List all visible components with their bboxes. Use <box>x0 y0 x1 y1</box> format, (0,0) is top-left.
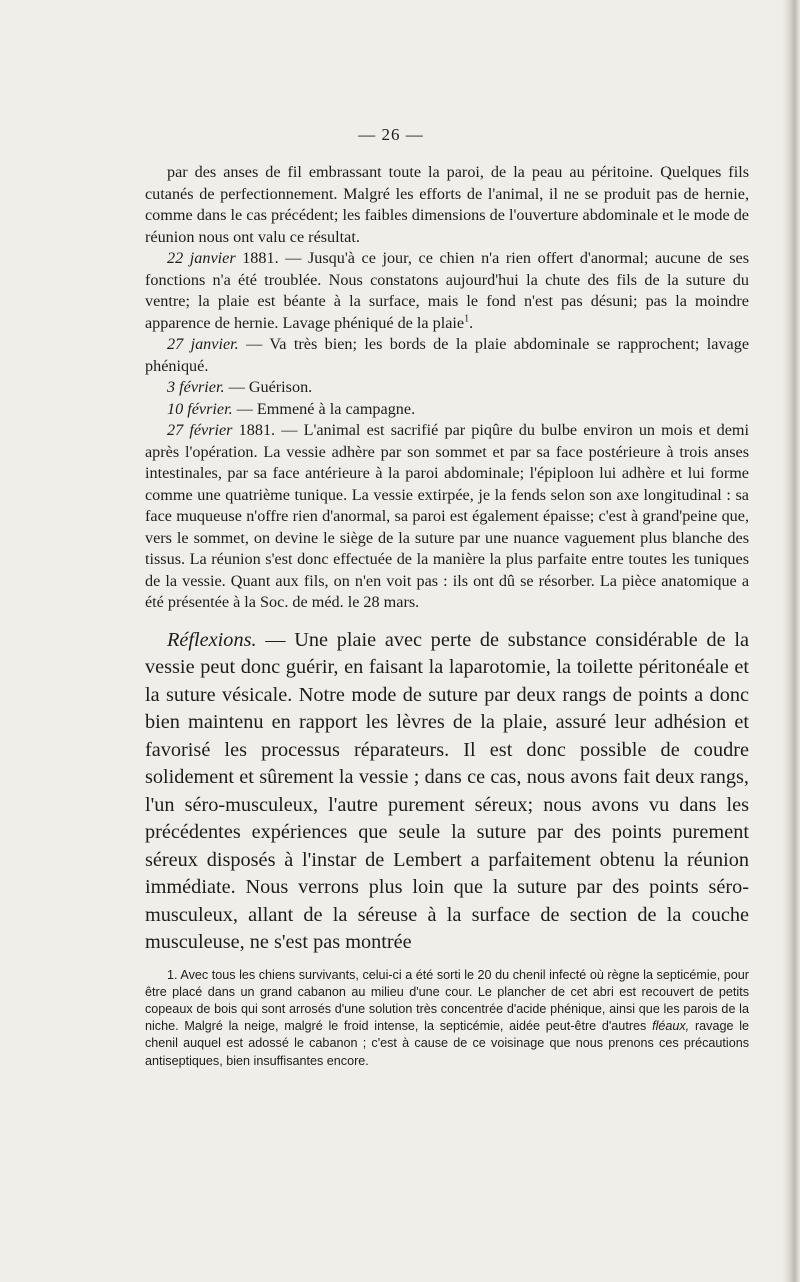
paragraph-text: 1881. — Jusqu'à ce jour, ce chien n'a rien offert d'anormal; aucune de ses fonctions n'a été troublée. Nous constatons aujourd'hui la chute des fils de la suture du ventre; la plaie est béante à la surface, mais le fond n'est pas désuni; pas la moindre apparence de hernie. Lavage phéniqué de la plaie <box>145 249 749 332</box>
body-text <box>145 162 749 1070</box>
paragraph-continuation <box>145 162 749 248</box>
date-label: 3 février. <box>167 378 225 396</box>
paragraph-10-fevrier <box>145 399 749 421</box>
paragraph-3-fevrier <box>145 377 749 399</box>
paragraph-text: — Va très bien; les bords de la plaie abdominale se rapprochent; lavage phéniqué. <box>145 335 750 375</box>
paragraph-27-fevrier <box>145 420 749 614</box>
paragraph-22-janvier <box>145 248 749 334</box>
paragraph-27-janvier <box>145 334 749 377</box>
book-page-edge <box>782 0 800 1282</box>
reflexions-paragraph <box>145 627 749 957</box>
paragraph-tail: . <box>469 313 474 332</box>
footnote-text-continued: ravage le chenil auquel est adossé le cabanon ; c'est à cause de ce voisinage que nous prenons ces précautions antiseptiques, bien insuffisantes encore. <box>145 1019 750 1068</box>
date-label: 27 février <box>167 421 233 439</box>
date-label: 10 février. <box>167 399 233 418</box>
reflexions-text: — Une plaie avec perte de substance considérable de la vessie peut donc guérir, en faisant la laparotomie, la toilette péritonéale et la suture vésicale. Notre mode de suture par deux rangs de points a donc bien maintenu en rapport les lèvres de la plaie, assuré leur adhésion et favorisé les processus réparateurs. Il est donc possible de coudre solidement et sûrement la vessie ; dans ce cas, nous avons fait deux rangs, l'un séro-musculeux, l'autre purement séreux; nous avons vu dans les précédentes expériences que seule la suture par des points purement séreux disposés à l'instar de Lembert a parfaitement obtenu la réunion immédiate. Nous verrons plus loin que la suture par des points séro-musculeux, allant de la séreuse à la surface de section de la couche musculeuse, ne s'est pas montrée <box>145 628 749 953</box>
paragraph-text: par des anses de fil embrassant toute la paroi, de la peau au péritoine. Quelques fils cutanés de perfectionnement. Malgré les efforts de l'animal, il ne se produit pas de hernie, comme dans le cas précédent; les faibles dimensions de l'ouverture abdominale et le mode de réunion nous ont valu ce résultat. <box>145 163 749 246</box>
footnote-italic-word: fléaux, <box>652 1019 690 1034</box>
footnote-reference: 1 <box>464 313 470 325</box>
paragraph-text: — Guérison. <box>228 378 313 396</box>
paragraph-text: 1881. — L'animal est sacrifié par piqûre du bulbe environ un mois et demi après l'opération. La vessie adhère par son sommet et par sa face postérieure à trois anses intestinales, par sa face antérieure à la paroi abdominale; l'épiploon lui adhère et lui forme comme une quatrième tunique. La vessie extirpée, je la fends selon son axe longitudinal : sa face muqueuse n'offre rien d'anormal, sa paroi est également épaisse; c'est à grand'peine que, vers le sommet, on devine le siège de la suture par une nuance vaguement plus blanche des tissus. La réunion s'est donc effectuée de la manière la plus parfaite entre toutes les tuniques de la vessie. Quant aux fils, on n'en voit pas : ils ont dû se résorber. La pièce anatomique a été présentée à la Soc. de méd. le 28 mars. <box>145 421 750 611</box>
page-number: — 26 — <box>358 125 424 144</box>
footnote-number: 1. <box>167 967 178 982</box>
date-label: 22 janvier <box>167 249 236 267</box>
footnote-text: Avec tous les chiens survivants, celui-ci a été sorti le 20 du chenil infecté où règne la septicémie, pour être placé dans un grand cabanon au milieu d'une cour. Le plancher de cet abri est recouvert de petits copeaux de bois qui sont arrosés d'une solution très concentrée d'acide phénique, ainsi que les parois de la niche. Malgré la neige, malgré le froid intense, la septicémie, aidée peut-être d'autres <box>145 967 749 1034</box>
date-label: 27 janvier. <box>167 335 239 353</box>
paragraph-text: — Emmené à la campagne. <box>236 399 416 418</box>
footnote <box>145 967 749 1070</box>
reflexions-heading: Réflexions. <box>167 628 257 651</box>
